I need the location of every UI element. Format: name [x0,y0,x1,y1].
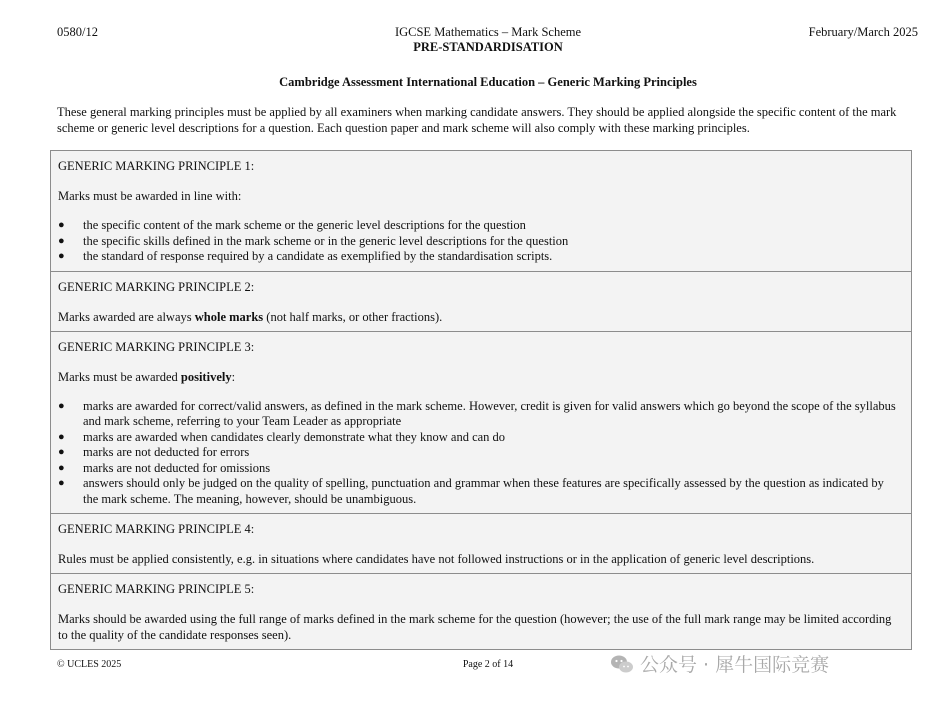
list-item: ● marks are awarded for correct/valid answers, as defined in the mark scheme. However, credit is given for valid answers which go beyond the scope of the syllabus and mark scheme, referring to your Team Leader as appropriate [58,398,896,428]
principle-title: GENERIC MARKING PRINCIPLE 3: [58,339,255,354]
footer-page-number: Page 2 of 14 [462,659,514,670]
list-item: ● marks are not deducted for omissions [58,460,271,475]
principle-1 [51,151,911,272]
principle-text: Marks must be awarded in line with: [58,189,242,203]
bullet-icon: ● [58,399,65,412]
principle-list [58,218,901,265]
bullet-icon: ● [58,461,65,474]
bullet-icon: ● [58,430,65,443]
paper-code: 0580/12 [57,25,98,39]
watermark-text: 公众号 · 犀牛国际竞赛 [640,654,830,676]
header-center [0,25,936,55]
principle-text: Rules must be applied consistently, e.g. in situations where candidates have not followed instructions or in the application of generic level descriptions. [58,552,815,566]
list-item: ● the specific content of the mark scheme or the generic level descriptions for the question [58,218,526,232]
exam-date: February/March 2025 [808,25,918,39]
principle-4 [51,514,911,574]
bullet-icon: ● [58,250,65,262]
document-title: Cambridge Assessment International Education – Generic Marking Principles [279,75,697,89]
list-item: ● marks are awarded when candidates clearly demonstrate what they know and can do [58,429,506,444]
principle-text: Marks awarded are always whole marks (not half marks, or other fractions). [58,309,443,324]
principle-text: Marks should be awarded using the full range of marks defined in the mark scheme for the question (however; the use of the full mark range may be limited according to the quality of the candidate responses seen). [58,612,892,642]
principle-title: GENERIC MARKING PRINCIPLE 2: [58,279,255,294]
bullet-icon: ● [58,219,65,231]
principle-title: GENERIC MARKING PRINCIPLE 1: [58,159,255,173]
watermark [610,650,829,677]
principle-list [58,399,901,508]
principle-title: GENERIC MARKING PRINCIPLE 5: [58,582,255,596]
principle-2 [51,272,911,332]
principle-text: Marks must be awarded positively: [58,369,236,384]
intro-paragraph: These general marking principles must be applied by all examiners when marking candidate answers. They should be applied alongside the specific content of the mark scheme or generic level descriptions for a question. Each question paper and mark scheme will also comply with these marking principles. [57,105,897,135]
header-title: IGCSE Mathematics – Mark Scheme [394,25,582,39]
principle-title: GENERIC MARKING PRINCIPLE 4: [58,522,255,536]
list-item: ● the specific skills defined in the mark scheme or in the generic level descriptions for the question [58,233,569,248]
bullet-icon: ● [58,234,65,247]
principle-3 [51,332,911,515]
principles-box [50,150,912,650]
list-item: ● answers should only be judged on the quality of spelling, punctuation and grammar when these features are specifically assessed by the question as indicated by the mark scheme. The meaning, however, should be unambiguous. [58,476,884,506]
bullet-icon: ● [58,446,65,458]
list-item: ● the standard of response required by a candidate as exemplified by the standardisation scripts. [58,249,553,263]
header-subtitle: PRE-STANDARDISATION [413,40,563,54]
footer-copyright: © UCLES 2025 [57,659,122,670]
principle-5 [51,574,911,649]
wechat-icon [610,652,634,676]
list-item: ● marks are not deducted for errors [58,445,250,459]
bullet-icon: ● [58,477,65,489]
